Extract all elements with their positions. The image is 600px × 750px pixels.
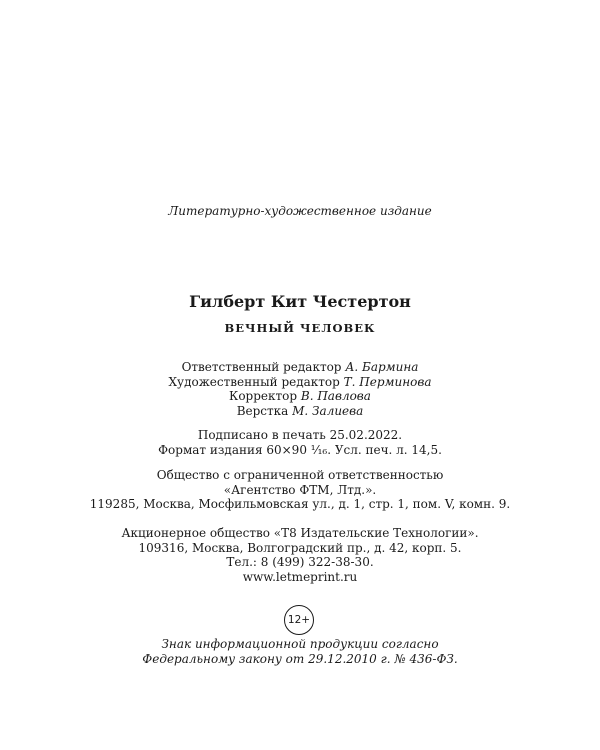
staff-role: Ответственный редактор [181, 360, 342, 374]
staff-credits [0, 360, 600, 418]
age-rating-note [0, 637, 600, 667]
printer-line: Тел.: 8 (499) 322-38-30. [226, 555, 374, 570]
staff-line [0, 404, 600, 419]
publisher-line: 119285, Москва, Мосфильмовская ул., д. 1, стр. 1, пом. V, комн. 9. [89, 497, 511, 512]
age-note-line: Знак информационной продукции согласно [161, 637, 439, 651]
publisher-line: Общество с ограниченной ответственностью [156, 468, 444, 482]
print-info-line: Формат издания 60×90 ¹⁄₁₆. Усл. печ. л. 14,5. [158, 442, 442, 457]
staff-person: А. Бармина [345, 360, 419, 374]
edition-type: Литературно-художественное издание [168, 204, 432, 218]
staff-line [0, 375, 600, 390]
printer-line: Акционерное общество «Т8 Издательские Технологии». [121, 526, 479, 540]
staff-role: Верстка [236, 403, 289, 418]
author-name: Гилберт Кит Честертон [189, 292, 411, 311]
publisher-info [0, 468, 600, 512]
age-note-line: Федеральному закону от 29.12.2010 г. № 436-ФЗ. [142, 652, 458, 666]
staff-role: Корректор [229, 389, 298, 404]
publisher-line: «Агентство ФТМ, Лтд.». [223, 482, 377, 497]
printer-line: 109316, Москва, Волгоградский пр., д. 42, корп. 5. [138, 540, 462, 555]
print-info-line: Подписано в печать 25.02.2022. [197, 428, 403, 442]
book-title: ВЕЧНЫЙ ЧЕЛОВЕК [224, 321, 376, 335]
age-rating-badge: 12+ [284, 605, 314, 635]
staff-line [0, 389, 600, 404]
staff-person: Т. Перминова [343, 374, 432, 389]
print-info [0, 428, 600, 457]
staff-role: Художественный редактор [168, 374, 340, 389]
staff-line [0, 360, 600, 375]
staff-person: В. Павлова [300, 389, 371, 404]
printer-info [0, 526, 600, 584]
staff-person: М. Залиева [292, 403, 364, 418]
printer-website: www.letmeprint.ru [242, 569, 358, 584]
